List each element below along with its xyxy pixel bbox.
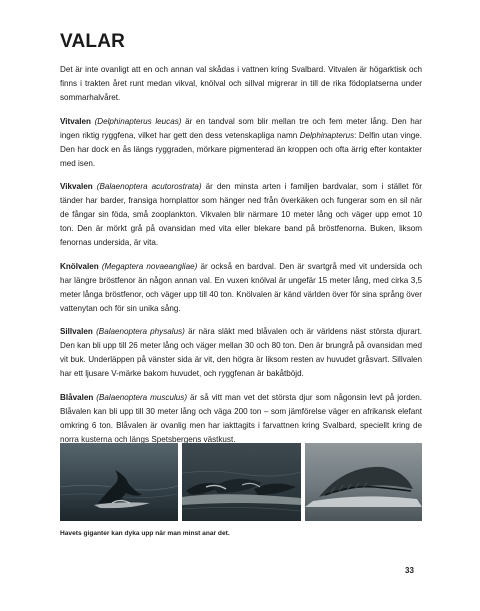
intro-paragraph: Det är inte ovanligt att en och annan val skådas i vattnen kring Svalbard. Vitvalen är högarktisk och finns i trakten året runt medan vikval, knölval och sillval migrerar in till de rika födoplatserna under sommarhalvåret. bbox=[60, 65, 422, 102]
section-name: Blåvalen bbox=[60, 392, 94, 402]
section-text: är också en bardval. Den är svartgrå med vit undersida och har längre bröstfenor än någon annan val. En vuxen knölval är ungefär 15 meter lång, med cirka 3,5 meter långa bröstfenor, och väger upp till 40 ton. Knölvalen är känd världen över för sina språng över vattenytan och för sin unika sång. bbox=[60, 261, 422, 313]
section-name: Sillvalen bbox=[60, 327, 93, 336]
section-sillvalen bbox=[60, 325, 422, 381]
photo-strip bbox=[60, 443, 422, 521]
section-latin: (Balaenoptera physalus) bbox=[96, 327, 185, 336]
section-vitvalen bbox=[60, 115, 422, 171]
section-latin: (Megaptera novaeangliae) bbox=[101, 261, 198, 271]
section-vikvalen bbox=[60, 180, 422, 250]
page-number: 33 bbox=[405, 566, 414, 575]
section-blavalen bbox=[60, 391, 422, 447]
section-text: är nära släkt med blåvalen och är världens näst största djurart. Den kan bli upp till 26 meter lång och väger mellan 30 och 80 ton. Den är brungrå på ovansidan med vit buk. Underläppen på vänster sida är vit, den högra är liksom resten av huvudet gråsvart. Sillvalen har ett ljusare V-märke bakom huvudet, och ryggfenan är bakåtböjd. bbox=[60, 327, 422, 378]
section-latin: (Delphinapterus leucas) bbox=[94, 116, 182, 126]
whale-tail-photo bbox=[60, 443, 178, 521]
article bbox=[60, 32, 422, 456]
section-emphasis: Delphinapterus bbox=[299, 130, 355, 140]
photo-caption: Havets giganter kan dyka upp när man minst anar det. bbox=[60, 530, 230, 537]
whales-surfacing-photo bbox=[182, 443, 301, 521]
section-name: Vitvalen bbox=[60, 116, 91, 126]
section-text: är en tandval som blir mellan tre och fem meter lång. Den har ingen riktig ryggfena, vilket har gett den dess vetenskapliga namn bbox=[60, 116, 423, 140]
section-name: Knölvalen bbox=[60, 261, 99, 271]
section-text: är den minsta arten i familjen bardvalar, som i stället för tänder har barder, fransiga hornplattor som hänger ned från överkäken och fungerar som en sil när de fångar sin föda, små zooplankton. Vikvalen blir närmare 10 meter lång och väger upp emot 10 ton. Den är mörkt grå på ovansidan med vita eller blekare band på bröstfenorna. Buken, liksom fenornas undersida, är vita. bbox=[60, 182, 422, 247]
section-text: är så vitt man vet det största djur som någonsin levt på jorden. Blåvalen kan bli upp till 30 meter lång och väga 200 ton – som jämförelse väger en afrikansk elefant omkring 6 ton. Blåvalen är ovanlig men har iakttagits i farvattnen kring Svalbard, speciellt kring de norra kusterna och längs Spetsbergens västkust. bbox=[60, 392, 423, 444]
section-text: : Delfin utan vinge. Den har dock en ås längs ryggraden, mörkare pigmenterad än kroppen och ofta ärrig efter kontakter med isen. bbox=[60, 130, 422, 168]
page-title: VALAR bbox=[60, 31, 126, 52]
section-knolvalen bbox=[60, 260, 422, 316]
whale-feeding-photo bbox=[305, 443, 422, 521]
section-latin: (Balaenoptera musculus) bbox=[96, 392, 188, 402]
section-name: Vikvalen bbox=[60, 182, 93, 191]
section-latin: (Balaenoptera acutorostrata) bbox=[96, 182, 202, 191]
